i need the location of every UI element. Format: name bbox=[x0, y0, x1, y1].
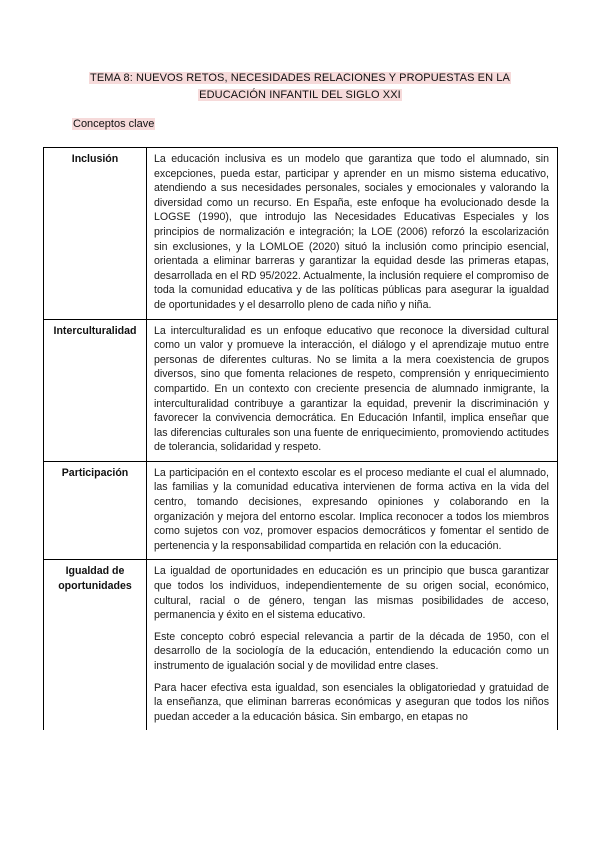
definition-paragraph: La interculturalidad es un enfoque educativo que reconoce la diversidad cultural como un valor y promueve la interacción, el diálogo y el aprendizaje mutuo entre personas de diferentes culturas. No se limita a la mera coexistencia de grupos diversos, sino que fomenta relaciones de respeto, comprensión y enriquecimiento compartido. En un contexto con creciente presencia de alumnado inmigrante, la interculturalidad contribuye a garantizar la equidad, prevenir la discriminación y favorecer la convivencia democrática. En Educación Infantil, implica enseñar que las diferencias culturales son una fuente de enriquecimiento, promoviendo actitudes de tolerancia, solidaridad y respeto. bbox=[154, 324, 549, 454]
definition-cell bbox=[147, 148, 558, 320]
document-title bbox=[70, 70, 530, 104]
definition-paragraph: Para hacer efectiva esta igualdad, son esenciales la obligatoriedad y gratuidad de la enseñanza, que eliminan barreras económicas y aseguran que todos los niños puedan acceder a la educación básica. Sin embargo, en etapas no bbox=[154, 681, 549, 723]
table-row bbox=[44, 560, 558, 730]
concepts-table bbox=[43, 147, 558, 730]
definition-paragraph: La igualdad de oportunidades en educación es un principio que busca garantizar que todos los individuos, independientemente de su origen social, económico, cultural, racial o de género, tengan las mismas posibilidades de acceso, permanencia y éxito en el sistema educativo. bbox=[154, 565, 549, 622]
term-cell bbox=[44, 560, 147, 730]
term-cell: Participación bbox=[44, 461, 147, 560]
term-cell: Inclusión bbox=[44, 148, 147, 320]
title-line-2: EDUCACIÓN INFANTIL DEL SIGLO XXI bbox=[199, 89, 401, 101]
term-line: oportunidades bbox=[58, 580, 132, 593]
table-row bbox=[44, 148, 558, 320]
definition-paragraph: Este concepto cobró especial relevancia a partir de la década de 1950, con el desarrollo de la sociología de la educación, entendiendo la educación como un instrumento de igualación social y de movilidad entre clases. bbox=[154, 630, 549, 672]
term-line: Igualdad de bbox=[65, 565, 125, 578]
section-subtitle bbox=[72, 117, 155, 132]
title-line-1: TEMA 8: NUEVOS RETOS, NECESIDADES RELACIONES Y PROPUESTAS EN LA bbox=[90, 72, 510, 84]
table-row bbox=[44, 461, 558, 560]
definition-cell bbox=[147, 560, 558, 730]
table-row bbox=[44, 319, 558, 461]
definition-cell bbox=[147, 319, 558, 461]
definition-paragraph: La participación en el contexto escolar es el proceso mediante el cual el alumnado, las familias y la comunidad educativa intervienen de forma activa en la vida del centro, tomando decisiones, expresando opiniones y colaborando en la organización y mejora del entorno escolar. Implica reconocer a todos los miembros como sujetos con voz, promover espacios democráticos y fomentar el sentido de pertenencia y la responsabilidad compartida en relación con la educación. bbox=[154, 466, 549, 552]
definition-cell bbox=[147, 461, 558, 560]
subtitle-text: Conceptos clave bbox=[73, 118, 155, 130]
term-cell: Interculturalidad bbox=[44, 319, 147, 461]
definition-paragraph: La educación inclusiva es un modelo que garantiza que todo el alumnado, sin excepciones, pueda estar, participar y aprender en un mismo sistema educativo, atendiendo a sus necesidades personales, sociales y emocionales y valorando la diversidad como un recurso. En España, este enfoque ha evolucionado desde la LOGSE (1990), que introdujo las Necesidades Educativas Especiales y los principios de normalización e integración; la LOE (2006) reforzó la escolarización sin exclusiones, y la LOMLOE (2020) situó la inclusión como principio esencial, orientada a eliminar barreras y garantizar la equidad desde las primeras etapas, desarrollada en el RD 95/2022. Actualmente, la inclusión requiere el compromiso de toda la comunidad educativa y de las políticas públicas para asegurar la igualdad de oportunidades y el desarrollo pleno de cada niño y niña. bbox=[154, 153, 549, 311]
